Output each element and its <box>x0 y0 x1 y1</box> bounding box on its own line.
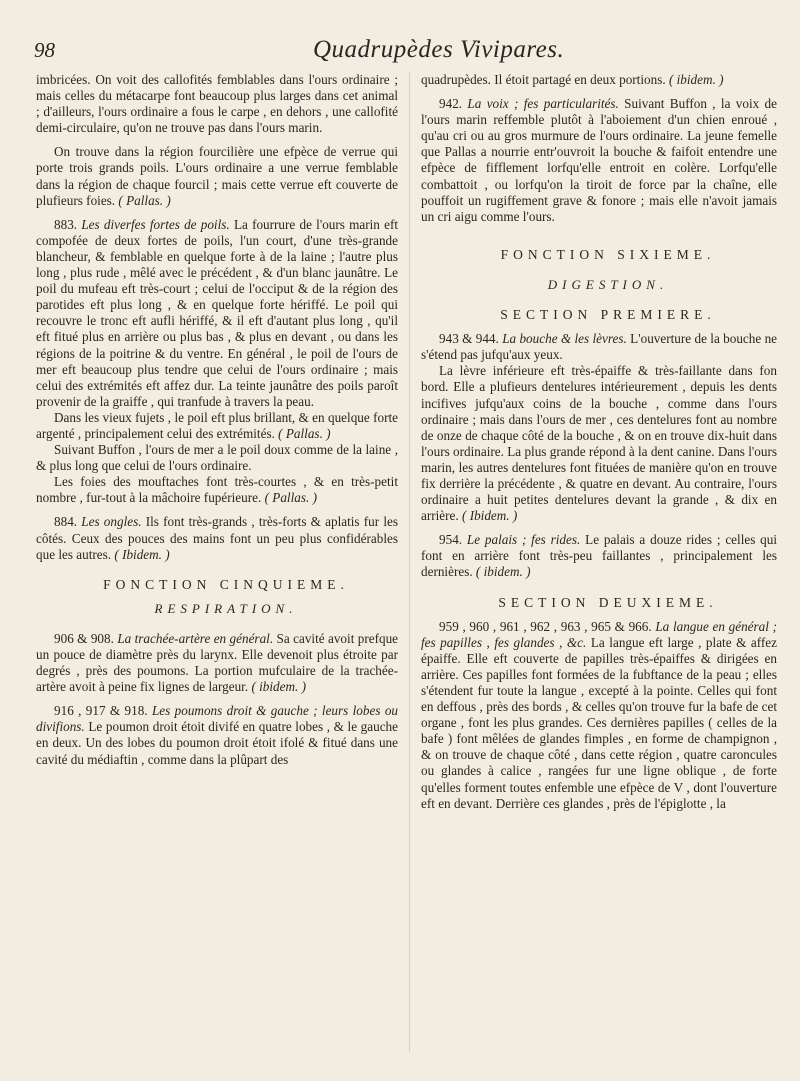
paragraph <box>36 474 398 506</box>
article-number: 906 & 908. <box>54 630 114 646</box>
article <box>421 619 777 812</box>
article <box>36 631 398 695</box>
paragraph-text: Sa cavité avoit prefque un pouce de diamètre près du larynx. Elle devenoit plus étroite par degrés , près des poumons. La portion mufculaire de la trachée-artère avoit à peine fix lignes de largeur. <box>36 630 399 695</box>
section-heading: FONCTION SIXIEME. <box>500 246 716 262</box>
paragraph-text: Le poumon droit étoit divifé en quatre lobes , & le gauche en deux. Un des lobes du poumon droit étoit ifolé & fitué dans une cavité du médiaftin , comme dans la plûpart des <box>36 719 399 767</box>
section-subheading: RESPIRATION. <box>154 600 298 616</box>
subsection-heading: SECTION PREMIERE. <box>500 307 716 323</box>
article-number: 884. <box>54 514 78 530</box>
paragraph-text: La fourrure de l'ours marin eft compofée de deux fortes de poils, l'un court, d'une très-grande blancheur, & femblable en quelque forte à de la laine ; l'autre plus long , plus rude , mêlé avec le précédent , & d'un blanc jaunâtre. Le poil du mufeau eft très-court ; celui de l'occiput & de la région des parotides eft plus long , & en quelque forte hériffé. Le poil qui recouvre le tronc eft aufli hériffé, & il eft d'autant plus long , qu'il eft fitué plus en arrière ou plus bas , & plus en devant , ou dans les régions de la poitrine & du ventre. En général , le poil de l'ours de mer eft beaucoup plus tendre que celui de l'ours ordinaire ; mais celui des extrémités eft affez dur. La teinte jaunâtre des poils paroît provenir de la graiffe , qui tranfude à travers la peau. <box>36 216 399 409</box>
paragraph-text: quadrupèdes. Il étoit partagé en deux portions. <box>421 72 666 87</box>
article <box>421 532 777 580</box>
article-title: La voix ; fes particularités. <box>467 96 619 112</box>
right-column <box>421 72 777 812</box>
running-title: Quadrupèdes Vivipares. <box>313 36 565 63</box>
section-heading: FONCTION CINQUIEME. <box>103 576 349 592</box>
article-number: 959 , 960 , 961 , 962 , 963 , 965 & 966. <box>439 618 652 634</box>
paragraph-text: Dans les vieux fujets , le poil eft plus brillant, & en quelque forte argenté , principalement celui des extrémités. <box>36 409 398 441</box>
article-title: La trachée-artère en général. <box>117 630 274 646</box>
page-header <box>0 0 800 63</box>
paragraph-text: Ils font très-grands , très-forts & aplatis fur les côtés. Ceux des pouces des mains font un peu plus confidérables que les autres. <box>36 514 398 562</box>
paragraph <box>36 410 398 442</box>
article-number: 942. <box>439 96 463 112</box>
paragraph-text: La langue eft large , plate & affez épaiffe. Elle eft couverte de papilles très-épaiffes & dirigées en arrière. Ces papilles font formées de la fubftance de la peau ; elles s'étendent fur toute la langue , excepté à la pointe. Celles qui font en deffous , près des bords , & celles qu'on trouve fur la bafe de cet organe , font les plus grandes. Ces dernières papilles ( celles de la bafe ) font mêlées de glandes fimples , en forme de champignon , & on trouve de chaque côté , dans cette région , quatre caroncules ou glandes à calice , rangées fur une ligne oblique , de forte qu'elles forment toutes enfemble une efpèce de V , dont l'ouverture eft en devant. Derrière ces glandes , près de l'épiglotte , la <box>421 634 777 811</box>
article-title: Les diverfes fortes de poils. <box>81 216 230 232</box>
citation: ( Ibidem. ) <box>462 508 518 524</box>
article-number: 883. <box>54 216 78 232</box>
citation: ( Ibidem. ) <box>114 546 170 562</box>
paragraph <box>36 72 398 136</box>
paragraph-text: Les foies des mouftaches font très-courtes , & en très-petit nombre , fur-tout à la mâchoire fupérieure. <box>36 474 398 506</box>
article-number: 954. <box>439 532 463 548</box>
article-title: La langue en général ; fes papilles , fes glandes , &c. <box>421 618 777 650</box>
article <box>421 96 777 225</box>
citation: ( Pallas. ) <box>264 490 317 506</box>
paragraph-text: Le palais a douze rides ; celles qui font en arrière font très-peu faillantes , principalement les dernières. <box>421 532 778 580</box>
citation: ( ibidem. ) <box>475 564 531 580</box>
article-title: La bouche & les lèvres. <box>502 331 627 347</box>
subsection-heading: SECTION DEUXIEME. <box>498 594 718 610</box>
paragraph-text: Suivant Buffon , la voix de l'ours marin reffemble plutôt à l'aboiement d'un chien enroué , qu'au cri ou au gros murmure de l'ours ordinaire. La jeune femelle que Pallas a nourrie entr'ouvroit la bouche & faifoit entendre une efpèce de fifflement lorfqu'elle entroit en colère. Lorfqu'elle combattoit , ou lorfqu'on la tiroit de force par la chaîne, elle pouffoit un rugiffement grave & fonore ; mais elle n'avoit jamais un cri aigu comme l'ours. <box>421 96 778 224</box>
column-divider <box>409 72 410 1052</box>
section-subheading: DIGESTION. <box>547 276 669 292</box>
paragraph <box>36 442 398 474</box>
article <box>36 514 398 562</box>
paragraph-text: Suivant Buffon , l'ours de mer a le poil doux comme de la laine , & plus long que celui de l'ours ordinaire. <box>36 442 398 474</box>
article <box>36 217 398 410</box>
article-title: Le palais ; fes rides. <box>466 532 581 548</box>
article <box>36 703 398 767</box>
article-number: 943 & 944. <box>439 331 499 347</box>
citation: ( Pallas. ) <box>118 192 171 208</box>
citation: ( ibidem. ) <box>251 679 307 695</box>
article-title: Les ongles. <box>81 514 142 530</box>
citation: ( Pallas. ) <box>278 425 331 441</box>
paragraph <box>421 363 777 524</box>
left-column <box>36 72 398 768</box>
paragraph-text: L'ouverture de la bouche ne s'étend pas jufqu'aux yeux. <box>421 331 778 363</box>
article <box>421 331 777 363</box>
page-number: 98 <box>34 38 55 62</box>
paragraph-text: imbricées. On voit des callofités femblables dans l'ours ordinaire ; mais celles du métacarpe font beaucoup plus larges dans cet animal ; d'ailleurs, l'ours ordinaire a fous le carpe , en dehors , une callofité demi-circulaire, qu'on ne trouve pas dans l'ours marin. <box>36 72 398 136</box>
paragraph <box>421 72 777 88</box>
article-number: 916 , 917 & 918. <box>54 703 148 719</box>
paragraph <box>36 144 398 208</box>
paragraph-text: On trouve dans la région fourcilière une efpèce de verrue qui porte trois grands poils. L'ours ordinaire a une verrue femblable dans la région de chaque fourcil ; mais cette verrue eft couverte de plufieurs foies. <box>36 144 398 208</box>
paragraph-text: La lèvre inférieure eft très-épaiffe & très-faillante dans fon bord. Elle a plufieurs dentelures intérieurement , depuis les dents incifives jufqu'aux coins de la bouche , comme dans l'ours ordinaire ; mais dans l'ours de mer , ces dentelures font au nombre de onze de chaque côté de la bouche , & on en trouve dix-huit dans l'ours ordinaire. La plus grande répond à la dent canine. Dans l'ours marin, les autres dentelures font fituées de manière qu'on en trouve fix derrière la précédente , & quatre en devant. Au contraire, l'ours ordinaire a huit petites dentelures devant la grande , & dix en arrière. <box>421 363 777 524</box>
citation: ( ibidem. ) <box>668 72 724 87</box>
article-title: Les poumons droit & gauche ; leurs lobes ou divifions. <box>36 703 399 735</box>
